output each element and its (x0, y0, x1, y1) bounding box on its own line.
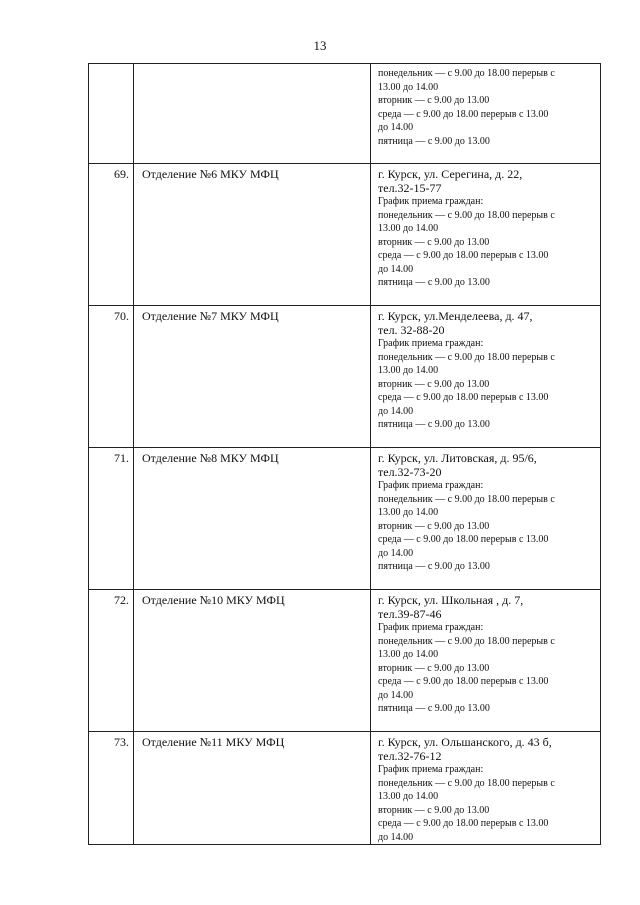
address-line: г. Курск, ул. Ольшанского, д. 43 б, (378, 735, 552, 749)
branch-name: Отделение №11 МКУ МФЦ (134, 732, 371, 845)
schedule-line: График приема граждан: (378, 480, 484, 491)
schedule-line: понедельник — с 9.00 до 18.00 перерыв с (378, 68, 555, 79)
schedule-line: 13.00 до 14.00 (378, 649, 439, 660)
branch-table (88, 63, 601, 845)
schedule-line: График приема граждан: (378, 196, 484, 207)
schedule-line: пятница — с 9.00 до 13.00 (378, 277, 490, 288)
schedule-line: среда — с 9.00 до 18.00 перерыв с 13.00 (378, 534, 549, 545)
schedule-line: График приема граждан: (378, 338, 484, 349)
schedule-line: до 14.00 (378, 547, 414, 559)
schedule-line: понедельник — с 9.00 до 18.00 перерыв с (378, 635, 555, 647)
address-line: г. Курск, ул. Литовская, д. 95/6, (378, 451, 537, 465)
schedule-line: среда — с 9.00 до 18.00 перерыв с 13.00 (378, 250, 549, 261)
row-number: 70. (89, 306, 134, 448)
schedule-line: понедельник — с 9.00 до 18.00 перерыв с (378, 777, 555, 789)
schedule-line: вторник — с 9.00 до 13.00 (378, 236, 490, 248)
schedule-line: среда — с 9.00 до 18.00 перерыв с 13.00 (378, 392, 549, 403)
row-number: 71. (89, 448, 134, 590)
schedule-line: понедельник — с 9.00 до 18.00 перерыв с (378, 351, 555, 363)
schedule-line: График приема граждан: (378, 764, 484, 775)
row-number: 69. (89, 164, 134, 306)
schedule-line: до 14.00 (378, 263, 414, 275)
schedule-line: 13.00 до 14.00 (378, 507, 439, 518)
row-number: 73. (89, 732, 134, 845)
info-cell (371, 448, 601, 590)
schedule-line: среда — с 9.00 до 18.00 перерыв с 13.00 (378, 676, 549, 687)
schedule-line: пятница — с 9.00 до 13.00 (378, 419, 490, 430)
phone-line: тел.32-76-12 (378, 749, 442, 763)
info-cell (371, 164, 601, 306)
branch-name: Отделение №6 МКУ МФЦ (134, 164, 371, 306)
schedule-line: 13.00 до 14.00 (378, 791, 439, 802)
schedule-line: до 14.00 (378, 405, 414, 417)
branch-table-body (89, 64, 601, 845)
number-cell (89, 64, 134, 164)
address-line: г. Курск, ул.Менделеева, д. 47, (378, 309, 533, 323)
info-cell (371, 64, 601, 164)
schedule-line: до 14.00 (378, 689, 414, 701)
schedule-line: вторник — с 9.00 до 13.00 (378, 378, 490, 390)
table-row (89, 732, 601, 845)
branch-name: Отделение №7 МКУ МФЦ (134, 306, 371, 448)
info-cell (371, 590, 601, 732)
phone-line: тел.32-15-77 (378, 181, 442, 195)
schedule-line: График приема граждан: (378, 622, 484, 633)
schedule-line: 13.00 до 14.00 (378, 81, 439, 93)
page-number: 13 (313, 38, 327, 53)
address-line: г. Курск, ул. Школьная , д. 7, (378, 593, 524, 607)
schedule-line: среда — с 9.00 до 18.00 перерыв с 13.00 (378, 108, 549, 120)
schedule-line: вторник — с 9.00 до 13.00 (378, 804, 490, 816)
phone-line: тел. 32-88-20 (378, 323, 445, 337)
schedule-line: 13.00 до 14.00 (378, 365, 439, 376)
schedule-line: пятница — с 9.00 до 13.00 (378, 703, 490, 714)
table-row-continued (89, 64, 601, 164)
schedule-line: среда — с 9.00 до 18.00 перерыв с 13.00 (378, 818, 549, 829)
table-row (89, 164, 601, 306)
schedule-line: пятница — с 9.00 до 13.00 (378, 135, 490, 147)
phone-line: тел.32-73-20 (378, 465, 442, 479)
table-row (89, 448, 601, 590)
info-cell (371, 306, 601, 448)
schedule-line: вторник — с 9.00 до 13.00 (378, 520, 490, 532)
branch-name: Отделение №10 МКУ МФЦ (134, 590, 371, 732)
name-cell (134, 64, 371, 164)
phone-line: тел.39-87-46 (378, 607, 442, 621)
info-cell (371, 732, 601, 845)
schedule-line: до 14.00 (378, 122, 414, 133)
schedule-line: понедельник — с 9.00 до 18.00 перерыв с (378, 493, 555, 505)
table-row (89, 590, 601, 732)
schedule-line: 13.00 до 14.00 (378, 223, 439, 234)
address-line: г. Курск, ул. Серегина, д. 22, (378, 167, 523, 181)
schedule-line: вторник — с 9.00 до 13.00 (378, 662, 490, 674)
branch-name: Отделение №8 МКУ МФЦ (134, 448, 371, 590)
schedule-line: понедельник — с 9.00 до 18.00 перерыв с (378, 209, 555, 221)
schedule-line: вторник — с 9.00 до 13.00 (378, 95, 490, 106)
schedule-line: пятница — с 9.00 до 13.00 (378, 561, 490, 572)
table-row (89, 306, 601, 448)
row-number: 72. (89, 590, 134, 732)
schedule-line: до 14.00 (378, 831, 414, 843)
